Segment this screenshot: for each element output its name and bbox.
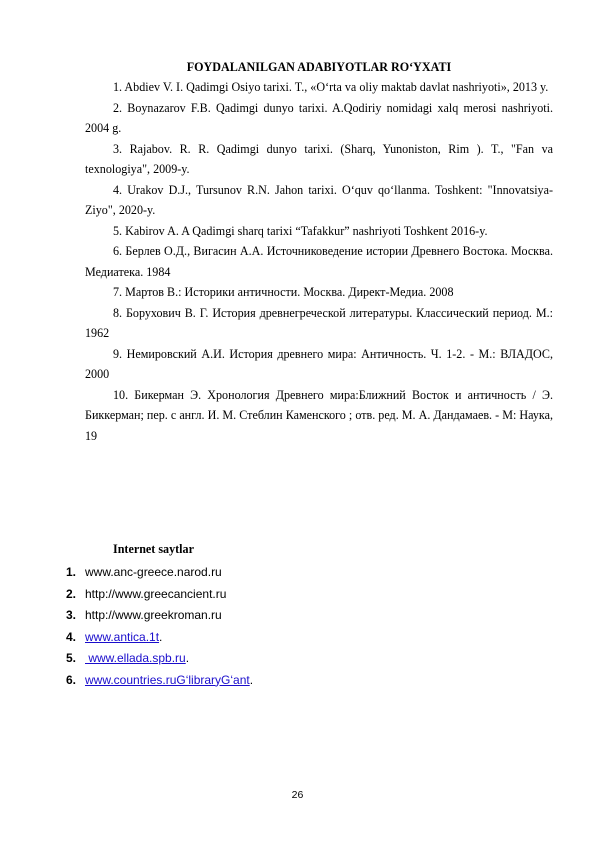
site-url: www.anc-greece.narod.ru (85, 565, 222, 579)
site-suffix: . (249, 672, 254, 687)
page-title: FOYDALANILGAN ADABIYOTLAR RO‘YXATI (186, 60, 452, 74)
reference-item: 3. Rajabov. R. R. Qadimgi dunyo tarixi. (Sharq, Yunoniston, Rim ). T., "Fan va texnologiya", 2009-y. (85, 141, 553, 176)
site-number: 3. (66, 608, 77, 622)
site-item (66, 672, 253, 694)
site-item (66, 607, 253, 629)
site-suffix: . (159, 629, 163, 644)
site-item (66, 586, 253, 608)
reference-item: 7. Мартов В.: Историки античности. Москва. Директ-Медиа. 2008 (113, 285, 454, 299)
reference-list (85, 77, 553, 446)
site-item (66, 564, 253, 586)
site-link[interactable]: www.antica.1t (85, 629, 160, 644)
site-number: 6. (66, 672, 77, 687)
reference-item: 8. Борухович В. Г. История древнегреческой литературы. Классический период. М.: 1962 (85, 305, 553, 340)
reference-item: 2. Boynazarov F.B. Qadimgi dunyo tarixi. A.Qodiriy nomidagi xalq merosi nashriyoti. 2004 g. (85, 100, 553, 135)
reference-item: 1. Abdiev V. I. Qadimgi Osiyo tarixi. T., «O‘rta va oliy maktab davlat nashriyoti», 2013 y. (113, 80, 549, 94)
site-number: 4. (66, 629, 77, 644)
reference-item: 10. Бикерман Э. Хронология Древнего мира:Ближний Восток и античность / Э. Биккерман; пер. с англ. И. М. Стеблин Каменского ; отв. ред. М. А. Дандамаев. - М: Наука, 19 (85, 387, 553, 443)
site-number: 5. (66, 651, 77, 665)
reference-item: 5. Kabirov A. A Qadimgi sharq tarixi “Tafakkur” nashriyoti Toshkent 2016-y. (113, 223, 488, 238)
site-url: http://www.greekroman.ru (85, 608, 222, 622)
reference-item: 4. Urakov D.J., Tursunov R.N. Jahon tarixi. O‘quv qo‘llanma. Toshkent: "Innovatsiya-Ziyo", 2020-y. (85, 182, 553, 217)
site-suffix: . (185, 651, 190, 665)
site-item (66, 629, 253, 651)
site-number: 1. (66, 565, 77, 579)
internet-sites-heading: Internet saytlar (113, 542, 194, 556)
internet-sites-list (66, 564, 253, 693)
reference-item: 6. Берлев О.Д., Вигасин А.А. Источниковедение истории Древнего Востока. Москва. Медиатека. 1984 (85, 244, 553, 279)
page-number: 26 (291, 789, 304, 801)
reference-item: 9. Немировский А.И. История древнего мира: Античность. Ч. 1-2. - М.: ВЛАДОС, 2000 (85, 346, 553, 381)
site-link[interactable]: www.ellada.spb.ru (85, 651, 186, 665)
site-number: 2. (66, 586, 77, 601)
site-item (66, 650, 253, 672)
site-url: http://www.greecancient.ru (85, 586, 227, 601)
site-link[interactable]: www.countries.ruG‘libraryG‘ant (85, 672, 250, 687)
